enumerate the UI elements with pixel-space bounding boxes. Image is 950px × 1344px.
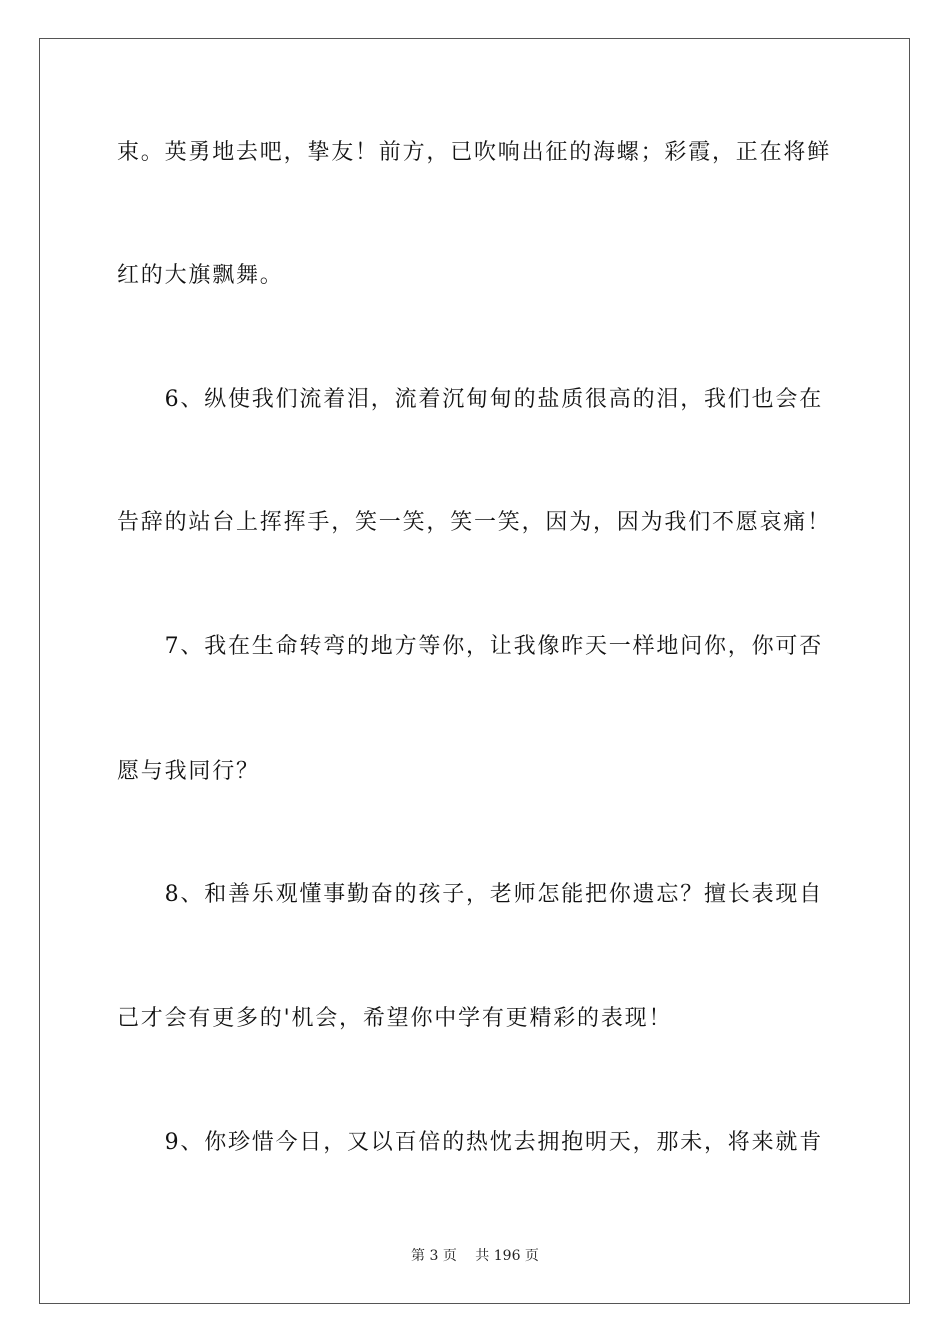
text-line: 9、你珍惜今日，又以百倍的热忱去拥抱明天，那未，将来就肯 <box>117 1130 823 1155</box>
text-line: 己才会有更多的'机会，希望你中学有更精彩的表现！ <box>117 1006 673 1031</box>
text-line: 告辞的站台上挥挥手，笑一笑，笑一笑，因为，因为我们不愿哀痛！ <box>117 510 832 535</box>
text-line: 7、我在生命转弯的地方等你，让我像昨天一样地问你，你可否 <box>117 634 823 659</box>
text-line: 束。英勇地去吧，挚友！前方，已吹响出征的海螺；彩霞，正在将鲜 <box>117 140 832 165</box>
page-frame <box>39 38 910 1304</box>
page-number-footer: 第 3 页 共 196 页 <box>411 1248 539 1264</box>
text-line: 愿与我同行？ <box>117 759 260 784</box>
text-line: 红的大旗飘舞。 <box>117 263 284 288</box>
text-line: 8、和善乐观懂事勤奋的孩子，老师怎能把你遗忘？擅长表现自 <box>117 882 823 907</box>
text-line: 6、纵使我们流着泪，流着沉甸甸的盐质很高的泪，我们也会在 <box>117 387 823 412</box>
